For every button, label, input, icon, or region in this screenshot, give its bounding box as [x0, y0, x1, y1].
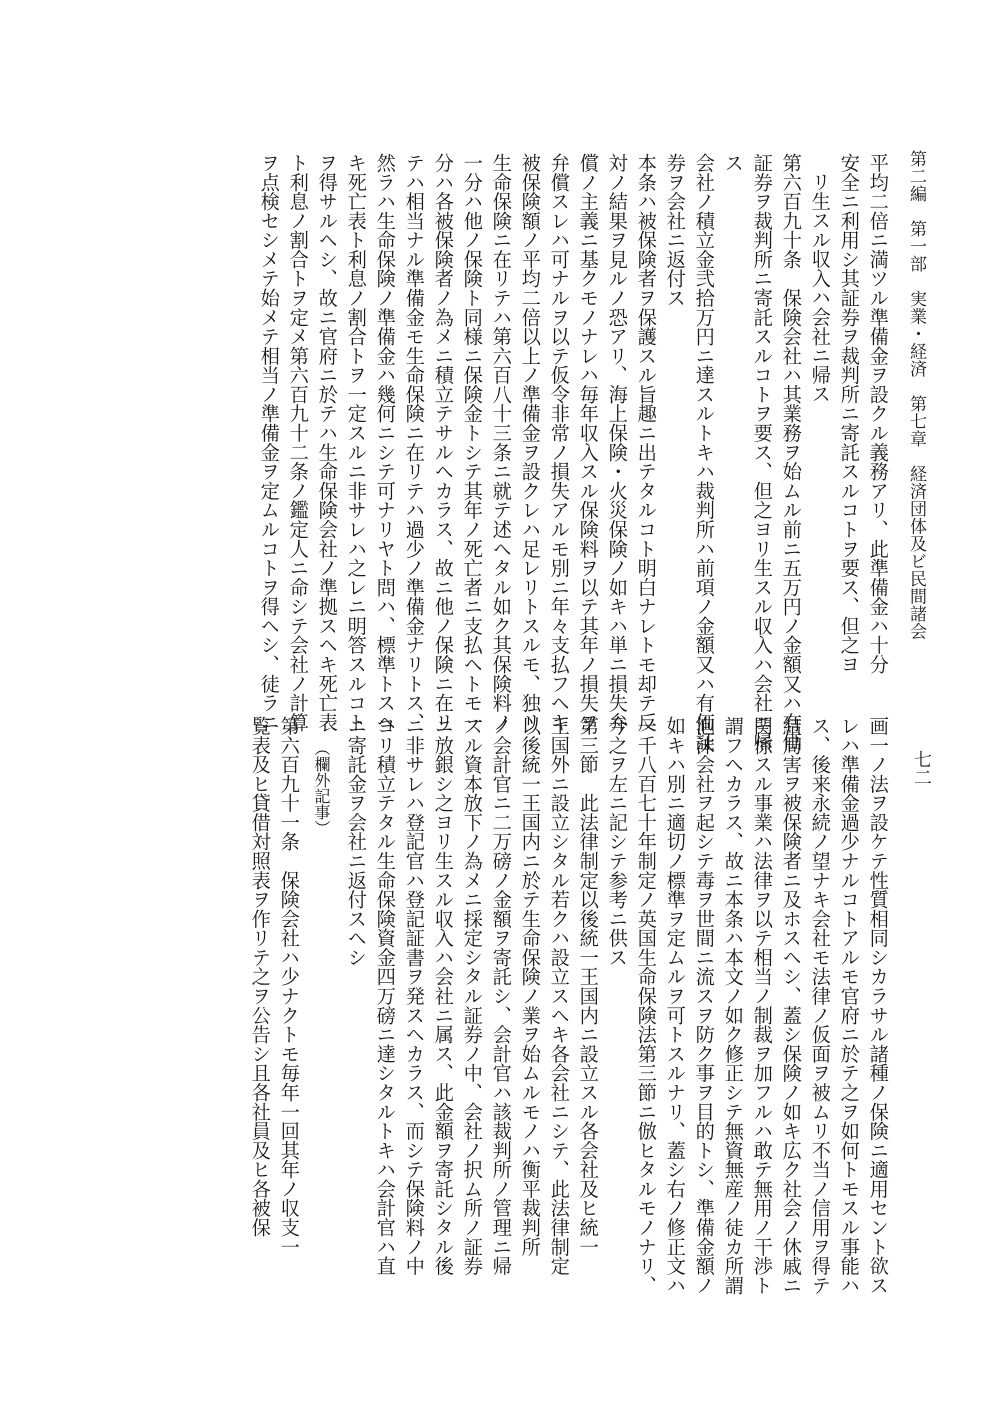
- text-column: 謂フヘカラス、故ニ本条ハ本文ノ如ク修正シテ無資無産ノ徒カ所謂: [721, 716, 745, 1295]
- text-column: 被保険額ノ平均二倍以上ノ準備金ヲ設クレハ足レリトスルモ、独リ: [518, 153, 542, 732]
- text-column: 泡沫会社ヲ起シテ毒ヲ世間ニ流スヲ防ク事ヲ目的トシ、準備金額ノ: [692, 716, 716, 1295]
- text-column: 一分ハ他ノ保険ト同様ニ保険金トシテ其年ノ死亡者ニ支払ヘトモ一: [460, 153, 484, 732]
- text-column: 券ヲ会社ニ返付ス: [663, 153, 687, 308]
- text-column: 平均二倍ニ満ツル準備金ヲ設クル義務アリ、此準備金ハ十分: [866, 153, 890, 674]
- text-column: 償ノ主義ニ基クモノナレハ毎年収入スル保険料ヲ以テ其年ノ損失ヲ: [576, 153, 600, 732]
- text-column: 覧表及ヒ貸借対照表ヲ作リテ之ヲ公告シ且各社員及ヒ各被保: [248, 716, 272, 1237]
- text-column: 分ハ各被保険者ノ為メニ積立テサルヘカラス、故ニ他ノ保険ニ在リ: [431, 153, 455, 732]
- text-column: 今之ヲ左ニ記シテ参考ニ供ス: [605, 716, 629, 967]
- running-header: 第二編 第一部 実業・経済 第七章 経済団体及ビ民間諸会: [906, 150, 926, 640]
- text-column: ニ非サレハ登記官ハ登記証書ヲ発スヘカラス、而シテ保険料ノ中: [402, 716, 426, 1276]
- text-column: ニ放銀シ之ヨリ生スル収入ハ会社ニ属ス、此金額ヲ寄託シタル後: [431, 716, 455, 1276]
- text-column: 一千八百七十年制定ノ英国生命保険法第三節ニ倣ヒタルモノナリ、: [634, 716, 658, 1295]
- text-column: ス、後来永続ノ望ナキ会社モ法律ノ仮面ヲ被ムリ不当ノ信用ヲ得テ: [808, 716, 832, 1295]
- text-column: 証券ヲ裁判所ニ寄託スルコトヲ要ス、但之ヨリ生スル収入ハ会社ニ帰: [750, 153, 774, 751]
- text-column: テハ相当ナル準備金モ生命保険ニ在リテハ過少ノ準備金ナリトス、: [402, 153, 426, 732]
- text-column: スル資本放下ノ為メニ採定シタル証券ノ中、会社ノ択ム所ノ証券: [460, 716, 484, 1276]
- text-column: キ死亡表ト利息ノ割合トヲ一定スルニ非サレハ之レニ明答スルコト: [344, 153, 368, 732]
- text-column: 安全ニ利用シ其証券ヲ裁判所ニ寄託スルコトヲ要ス、但之ヨ: [837, 153, 861, 674]
- text-column: 対ノ結果ヲ見ルノ恐アリ、海上保険・火災保険ノ如キハ単ニ損失弁: [605, 153, 629, 732]
- text-column: リ生スル収入ハ会社ニ帰ス: [808, 172, 832, 404]
- text-column: ノ会計官ニ二万磅ノ金額ヲ寄託シ、会計官ハ該裁判所ノ管理ニ帰: [489, 716, 513, 1276]
- text-column: 如キハ別ニ適切ノ標準ヲ定ムルヲ可トスルナリ、蓋シ右ノ修正文ハ: [663, 716, 687, 1295]
- text-column: 然ラハ生命保険ノ準備金ハ幾何ニシテ可ナリヤト問ハ、標準トスヘ: [373, 153, 397, 732]
- text-column: 結局害ヲ被保険者ニ及ホスヘシ、蓋シ保険ノ如キ広ク社会ノ休戚ニ: [779, 716, 803, 1295]
- text-column: 生命保険ニ在リテハ第六百八十三条ニ就テ述ヘタル如ク其保険料ノ: [489, 153, 513, 732]
- text-column: ヲ点検セシメテ始メテ相当ノ準備金ヲ定ムルコトヲ得ヘシ、徒ラニ: [257, 153, 281, 732]
- text-column: 会社ノ積立金弐拾万円ニ達スルトキハ裁判所ハ前項ノ金額又ハ有価証: [692, 153, 716, 751]
- text-column: 王国外ニ設立シタル若クハ設立スヘキ各会社ニシテ、此法律制定: [547, 716, 571, 1276]
- text-column: 画一ノ法ヲ設ケテ性質相同シカラサル諸種ノ保険ニ適用セント欲ス: [866, 716, 890, 1295]
- text-column: 第六百九十条 保険会社ハ其業務ヲ始ムル前ニ五万円ノ金額又ハ有価: [779, 153, 803, 751]
- text-column: 第六百九十一条 保険会社ハ少ナクトモ毎年一回其年ノ収支一: [277, 716, 301, 1257]
- text-column: 第三節 此法律制定以後統一王国内ニ設立スル各会社及ヒ統一: [576, 716, 600, 1257]
- text-column: 以後統一王国内ニ於テ生命保険ノ業ヲ始ムルモノハ衡平裁判所: [518, 716, 542, 1257]
- text-column: 関係スル事業ハ法律ヲ以テ相当ノ制裁ヲ加フルハ敢テ無用ノ干渉ト: [750, 716, 774, 1295]
- text-column: レハ準備金過少ナルコトアルモ官府ニ於テ之ヲ如何トモスル事能ハ: [837, 716, 861, 1295]
- text-column: ト利息ノ割合トヲ定メ第六百九十二条ノ鑑定人ニ命シテ会社ノ計算: [286, 153, 310, 732]
- text-column: ヨリ積立テタル生命保険資金四万磅ニ達シタルトキハ会計官ハ直: [373, 716, 397, 1276]
- text-column: 弁償スレハ可ナルヲ以テ仮令非常ノ損失アルモ別ニ年々支払フヘキ: [547, 153, 571, 732]
- text-column: ヲ得サルヘシ、故ニ官府ニ於テハ生命保険会社ノ準拠スヘキ死亡表: [315, 153, 339, 732]
- text-column: 本条ハ被保険者ヲ保護スル旨趣ニ出テタルコト明白ナレトモ却テ反: [634, 153, 658, 732]
- margin-note-label: （欄外記事）: [312, 740, 331, 836]
- text-column: ニ寄託金ヲ会社ニ返付スヘシ: [344, 716, 368, 967]
- text-column: ス: [721, 153, 745, 173]
- page-number: 七二: [911, 750, 932, 786]
